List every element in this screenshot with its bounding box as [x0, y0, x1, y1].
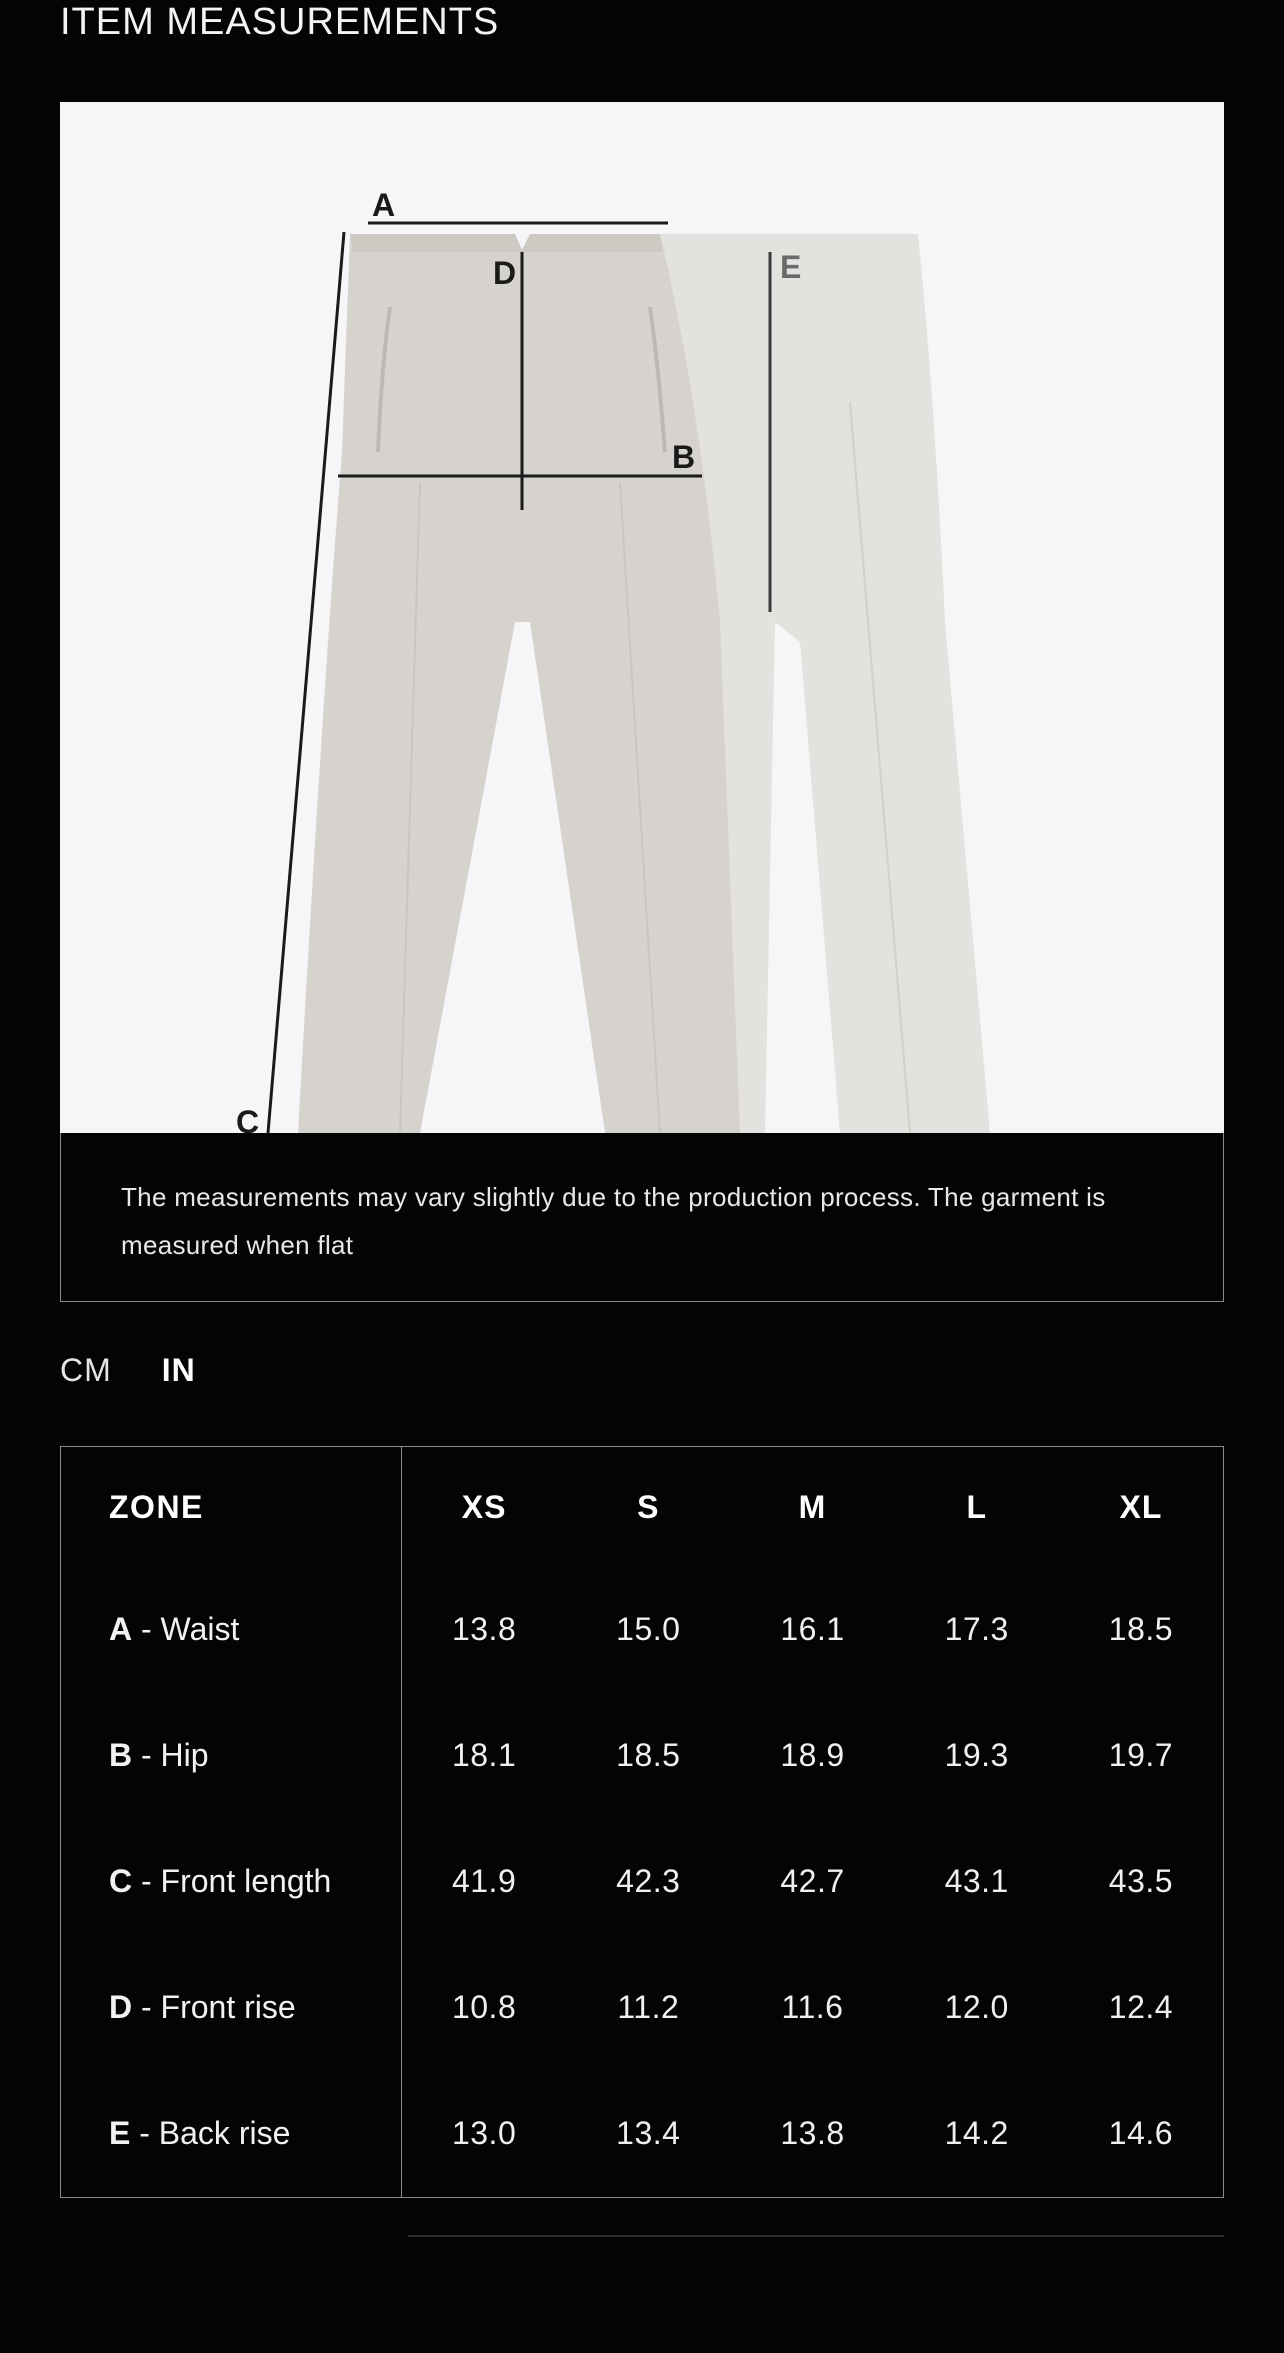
value-cell: 13.0 [451, 2114, 517, 2151]
value-cell: 11.2 [617, 1988, 680, 2025]
measurement-note-box [60, 1133, 1224, 1302]
size-header-xl: XL [1119, 1488, 1163, 1525]
value-cell: 18.5 [1108, 1610, 1174, 1647]
unit-option-cm[interactable]: CM [60, 1352, 112, 1388]
table-row [402, 2103, 1223, 2163]
label-c: C [236, 1104, 260, 1133]
value-cell: 13.4 [616, 2114, 681, 2151]
zone-header: ZONE [109, 1488, 204, 1525]
value-cell: 18.9 [780, 1736, 845, 1773]
value-cell: 18.1 [451, 1736, 517, 1773]
zone-name: - Waist [132, 1610, 240, 1647]
value-cell: 12.0 [944, 1988, 1009, 2025]
value-cell: 12.4 [1108, 1988, 1174, 2025]
zone-name: - Front length [132, 1862, 332, 1899]
zone-name: - Hip [132, 1736, 209, 1773]
size-header-s: S [637, 1488, 660, 1525]
zone-letter: A [109, 1610, 133, 1647]
label-d: D [493, 255, 517, 291]
zone-row-e [61, 2103, 401, 2163]
table-row [402, 1599, 1223, 1659]
zone-row-a [61, 1599, 401, 1659]
zone-row-d [61, 1977, 401, 2037]
zone-name: - Back rise [130, 2114, 291, 2151]
zone-name: - Front rise [132, 1988, 296, 2025]
size-header-m: M [798, 1488, 827, 1525]
size-table [60, 1446, 1224, 2198]
label-a: A [372, 187, 396, 223]
value-cell: 43.1 [944, 1862, 1009, 1899]
table-row [402, 1851, 1223, 1911]
value-cell: 19.3 [944, 1736, 1009, 1773]
page-title: ITEM MEASUREMENTS [60, 1, 500, 43]
value-cell: 14.2 [944, 2114, 1009, 2151]
size-header-l: L [966, 1488, 987, 1525]
zone-row-b [61, 1725, 401, 1785]
value-cell: 13.8 [780, 2114, 845, 2151]
unit-option-in[interactable]: IN [161, 1352, 196, 1388]
measurement-note: The measurements may vary slightly due to the production process. The garment is measured when flat [121, 1182, 1106, 1260]
zone-letter: B [109, 1736, 133, 1773]
zone-header-row [61, 1477, 401, 1537]
value-cell: 13.8 [451, 1610, 517, 1647]
value-cell: 15.0 [616, 1610, 681, 1647]
value-cell: 41.9 [451, 1862, 517, 1899]
value-cell: 14.6 [1108, 2114, 1174, 2151]
size-columns [402, 1447, 1223, 2197]
size-header-row [402, 1477, 1223, 1537]
zone-letter: C [109, 1862, 133, 1899]
value-cell: 19.7 [1108, 1736, 1174, 1773]
value-cell: 18.5 [616, 1736, 681, 1773]
value-cell: 42.7 [780, 1862, 845, 1899]
zone-letter: E [109, 2114, 131, 2151]
zone-letter: D [109, 1988, 133, 2025]
unit-toggle [60, 1352, 196, 1389]
value-cell: 16.1 [780, 1610, 845, 1647]
measurement-diagram [60, 102, 1224, 1133]
value-cell: 10.8 [451, 1988, 517, 2025]
label-e: E [780, 249, 802, 285]
table-row [402, 1725, 1223, 1785]
size-header-xs: XS [461, 1488, 507, 1525]
value-cell: 17.3 [944, 1610, 1009, 1647]
value-cell: 11.6 [781, 1988, 844, 2025]
value-cell: 43.5 [1108, 1862, 1174, 1899]
table-row [402, 1977, 1223, 2037]
label-b: B [672, 439, 696, 475]
trousers-illustration [60, 102, 1224, 1133]
footer-divider [408, 2235, 1224, 2237]
value-cell: 42.3 [616, 1862, 681, 1899]
zone-column [61, 1447, 402, 2197]
zone-row-c [61, 1851, 401, 1911]
